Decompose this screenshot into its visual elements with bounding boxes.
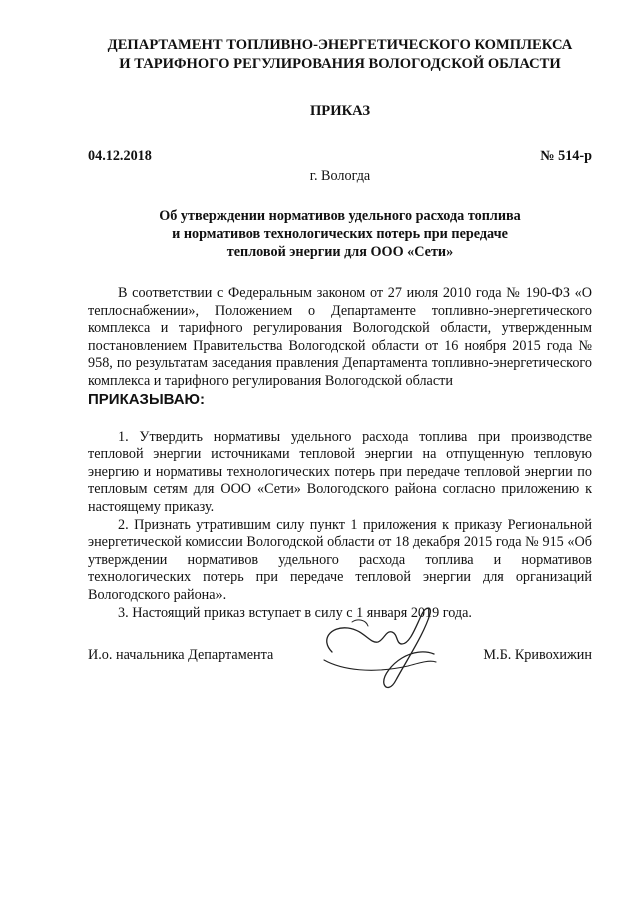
- document-number: № 514-р: [540, 148, 592, 164]
- decree-word: ПРИКАЗЫВАЮ:: [88, 390, 206, 408]
- department-line-2: И ТАРИФНОГО РЕГУЛИРОВАНИЯ ВОЛОГОДСКОЙ ОБЛАСТИ: [119, 56, 561, 72]
- subject-line-3: тепловой энергии для ООО «Сети»: [226, 244, 454, 260]
- subject-line-2: и нормативов технологических потерь при передаче: [172, 226, 508, 242]
- signatory-position: И.о. начальника Департамента: [88, 647, 274, 663]
- order-item-3: 3. Настоящий приказ вступает в силу с 1 января 2019 года.: [118, 604, 472, 621]
- signature-row: [88, 646, 592, 664]
- order-item-1: 1. Утвердить нормативы удельного расхода топлива при производстве тепловой энергии источниками тепловой энергии на отпущенную тепловую энергию и нормативы технологических потерь при передаче тепловой энергии по тепловым сетям для ООО «Сети» Вологодского района согласно приложению к настоящему приказу.: [88, 428, 592, 515]
- subject-line-1: Об утверждении нормативов удельного расхода топлива: [159, 208, 521, 224]
- preamble-paragraph: В соответствии с Федеральным законом от 27 июля 2010 года № 190-ФЗ «О теплоснабжении», Положением о Департаменте топливно-энергетического комплекса и тарифного регулирования Вологодской области, утвержденным постановлением Правительства Вологодской области от 16 ноября 2015 года № 958, по результатам заседания правления Департамента топливно-энергетического комплекса и тарифного регулирования Вологодской области: [88, 285, 592, 389]
- signatory-name: М.Б. Кривохижин: [483, 647, 592, 663]
- document-date: 04.12.2018: [88, 148, 152, 164]
- date-number-row: [88, 147, 592, 165]
- order-item-2: 2. Признать утратившим силу пункт 1 приложения к приказу Региональной энергетической комиссии Вологодской области от 18 декабря 2015 года № 915 «Об утверждении нормативов удельного расхода топлива и нормативов технологических потерь при передаче тепловой энергии для организаций Вологодского района».: [88, 516, 592, 603]
- order-items: [88, 429, 592, 623]
- department-line-1: ДЕПАРТАМЕНТ ТОПЛИВНО-ЭНЕРГЕТИЧЕСКОГО КОМПЛЕКСА: [107, 37, 573, 53]
- department-header: [88, 36, 592, 74]
- document-subject: [88, 207, 592, 261]
- document-type: ПРИКАЗ: [309, 103, 371, 119]
- document-city: г. Вологда: [309, 168, 371, 184]
